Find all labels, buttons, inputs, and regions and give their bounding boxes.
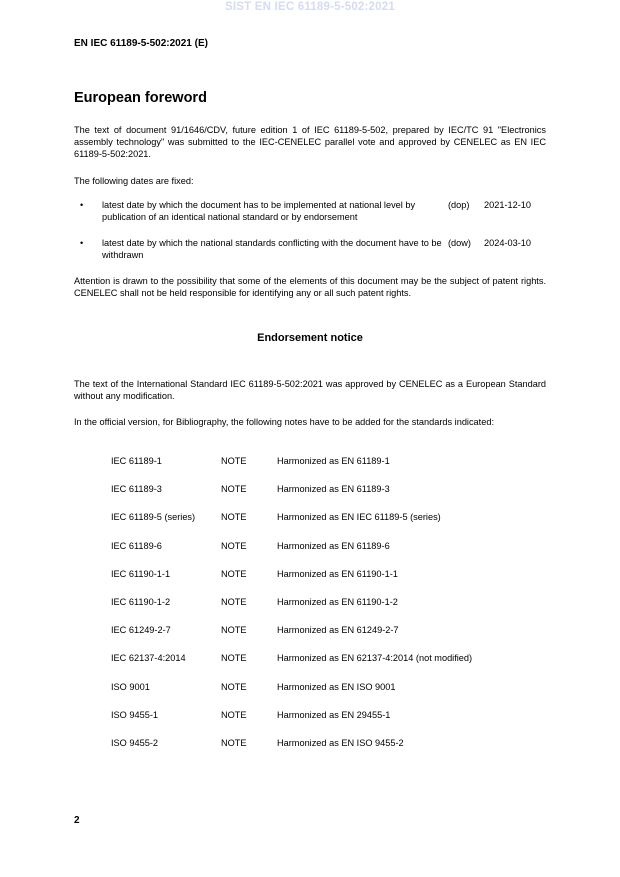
note-harmonized: Harmonized as EN IEC 61189-5 (series) (277, 512, 441, 523)
note-row (111, 738, 551, 766)
date-item-date: 2024-03-10 (484, 238, 531, 248)
note-harmonized: Harmonized as EN 62137-4:2014 (not modified) (277, 653, 473, 664)
note-label: NOTE (221, 540, 247, 551)
note-label: NOTE (221, 568, 247, 579)
note-row (111, 484, 551, 512)
note-standard: IEC 61189-5 (series) (111, 512, 196, 523)
note-standard: IEC 61190-1-2 (111, 596, 171, 607)
bullet-marker: • (80, 238, 84, 248)
dates-intro: The following dates are fixed: (74, 176, 194, 186)
note-label: NOTE (221, 484, 247, 495)
note-standard: IEC 61190-1-1 (111, 568, 171, 579)
note-harmonized: Harmonized as EN 61189-3 (277, 484, 390, 495)
note-standard: ISO 9001 (111, 681, 150, 692)
note-label: NOTE (221, 512, 247, 523)
note-harmonized: Harmonized as EN 61190-1-2 (277, 596, 398, 607)
note-label: NOTE (221, 625, 247, 636)
note-standard: IEC 61189-1 (111, 456, 162, 466)
date-item-abbr: (dow) (448, 238, 471, 248)
date-item-date: 2021-12-10 (484, 200, 531, 210)
foreword-intro: The text of document 91/1646/CDV, future edition 1 of IEC 61189-5-502, prepared by IEC/TC 91 "Electronics assembly technology" was submitted to the IEC-CENELEC parallel vote and approved by CENELEC as EN IEC 61189-5-502:2021. (74, 125, 546, 159)
note-harmonized: Harmonized as EN ISO 9001 (277, 681, 396, 692)
page-number: 2 (74, 815, 80, 826)
watermark: SIST EN IEC 61189-5-502:2021 (225, 1, 395, 13)
note-label: NOTE (221, 456, 247, 466)
endorsement-heading: Endorsement notice (257, 332, 363, 344)
date-item-abbr: (dop) (448, 200, 470, 210)
note-standard: IEC 61189-3 (111, 484, 162, 495)
note-standard: IEC 62137-4:2014 (111, 653, 186, 664)
note-harmonized: Harmonized as EN 61190-1-1 (277, 568, 398, 579)
note-row (111, 541, 551, 569)
bullet-marker: • (80, 200, 84, 210)
patent-attention: Attention is drawn to the possibility that some of the elements of this document may be the subject of patent rights. CENELEC shall not be held responsible for identifying any or all such patent rights. (74, 276, 546, 298)
note-row (111, 512, 551, 540)
endorsement-text: The text of the International Standard IEC 61189-5-502:2021 was approved by CENELEC as a European Standard without any modification. (74, 379, 546, 401)
note-standard: ISO 9455-2 (111, 737, 158, 748)
document-id: EN IEC 61189-5-502:2021 (E) (74, 38, 208, 49)
note-harmonized: Harmonized as EN ISO 9455-2 (277, 737, 404, 748)
note-label: NOTE (221, 596, 247, 607)
note-standard: IEC 61249-2-7 (111, 625, 171, 636)
note-label: NOTE (221, 653, 247, 664)
note-row (111, 569, 551, 597)
bibliography-notes-intro: In the official version, for Bibliography, the following notes have to be added for the standards indicated: (74, 417, 494, 427)
note-standard: ISO 9455-1 (111, 709, 158, 720)
note-row (111, 625, 551, 653)
note-row (111, 710, 551, 738)
date-item-text: latest date by which the national standards conflicting with the document have to be withdrawn (102, 238, 442, 260)
note-row (111, 597, 551, 625)
note-harmonized: Harmonized as EN 61189-6 (277, 540, 390, 551)
bibliography-notes-list (111, 456, 551, 766)
note-label: NOTE (221, 681, 247, 692)
note-row (111, 456, 551, 484)
date-item-text: latest date by which the document has to be implemented at national level by publication of an identical national standard or by endorsement (102, 200, 416, 222)
note-harmonized: Harmonized as EN 29455-1 (277, 709, 391, 720)
note-label: NOTE (221, 709, 247, 720)
note-label: NOTE (221, 737, 247, 748)
foreword-heading: European foreword (74, 90, 207, 106)
note-harmonized: Harmonized as EN 61189-1 (277, 456, 390, 466)
note-row (111, 653, 551, 681)
note-standard: IEC 61189-6 (111, 540, 162, 551)
note-row (111, 682, 551, 710)
note-harmonized: Harmonized as EN 61249-2-7 (277, 625, 399, 636)
